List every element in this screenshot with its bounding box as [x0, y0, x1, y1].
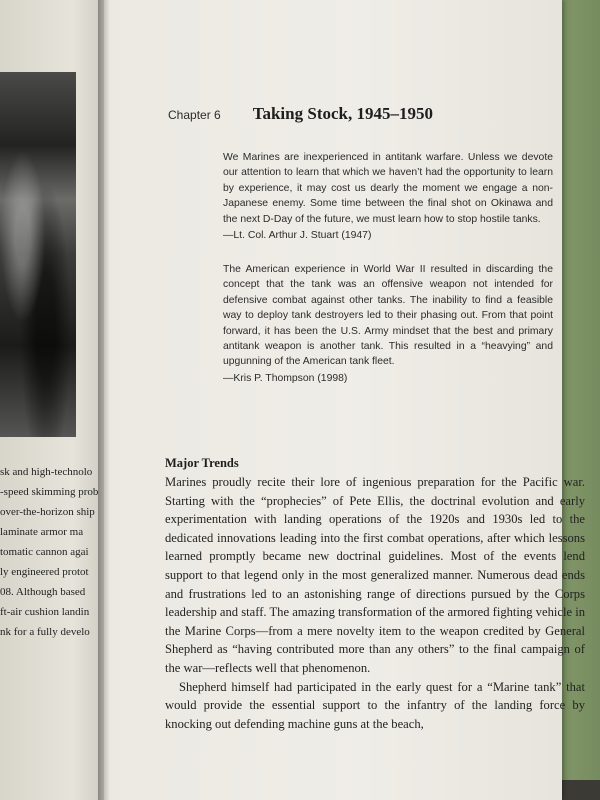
left-text-line: ft-air cushion landin [0, 606, 90, 618]
chapter-title: Taking Stock, 1945–1950 [252, 104, 433, 123]
left-text-line: laminate armor ma [0, 526, 84, 538]
left-text-line: nk for a fully develo [0, 626, 90, 638]
left-text-line: ly engineered protot [0, 566, 89, 578]
epigraph-thompson [223, 262, 553, 386]
body-paragraph: Shepherd himself had participated in the early quest for a “Marine tank” that would provide the essential support to the infantry of the landing force by knocking out defending machine guns at the beach, [165, 679, 585, 731]
epigraph-stuart [223, 150, 553, 243]
book-gutter-shadow [98, 0, 110, 800]
chapter-header [168, 104, 433, 124]
body-paragraph: Marines proudly recite their lore of ingenious preparation for the Pacific war. Starting with the “prophecies” of Pete Ellis, the doctrinal evolution and early experimentation with landing operations of the 1920s and 1930s led to the dedicated innovations leading into the first combat operations, after which lessons learned promptly became new doctrinal guidelines. Most of the events lend support to that legend only in the most generalized manner. Numerous dead ends and frustrations led to an astonishing range of directions pursued by the Corps leadership and staff. The amazing transformation of the armored fighting vehicle in the Marine Corps—from a mere novelty item to the weapon credited by General Shepherd as “having contributed more than any others” to the final campaign of the war—reflects well that phenomenon. [165, 475, 585, 675]
left-text-line: sk and high-technolo [0, 466, 93, 478]
left-text-line: over-the-horizon ship [0, 506, 95, 518]
body-text [165, 473, 585, 733]
chapter-label: Chapter 6 [168, 108, 221, 122]
left-page-text [0, 462, 100, 642]
epigraph-quote: We Marines are inexperienced in antitank warfare. Unless we devote our attention to learn that which we haven’t had the opportunity to learn by experience, it may cost us dearly the moment we engage a non-Japanese enemy. Some time between the final shot on Okinawa and the next D-Day of the future, we must learn how to stop hostile tanks. [223, 152, 553, 225]
section-heading: Major Trends [165, 456, 239, 470]
left-text-line: -speed skimming prob [0, 486, 99, 498]
photograph [0, 72, 76, 437]
right-page [62, 0, 585, 800]
epigraph-attribution: —Kris P. Thompson (1998) [223, 372, 348, 384]
left-page [0, 0, 104, 800]
epigraph-quote: The American experience in World War II resulted in discarding the concept that the tank was an offensive weapon not intended for defensive combat against other tanks. The inability to find a feasible way to deploy tank destroyers led to their phasing out. From that point forward, it has been the U.S. Army mindset that the best and primary antitank weapon is another tank. This resulted in a “heavying” and upgunning of the American tank fleet. [223, 264, 553, 368]
left-text-line: 08. Although based [0, 586, 86, 598]
epigraph-attribution: —Lt. Col. Arthur J. Stuart (1947) [223, 230, 372, 242]
left-text-line: tomatic cannon agai [0, 546, 89, 558]
